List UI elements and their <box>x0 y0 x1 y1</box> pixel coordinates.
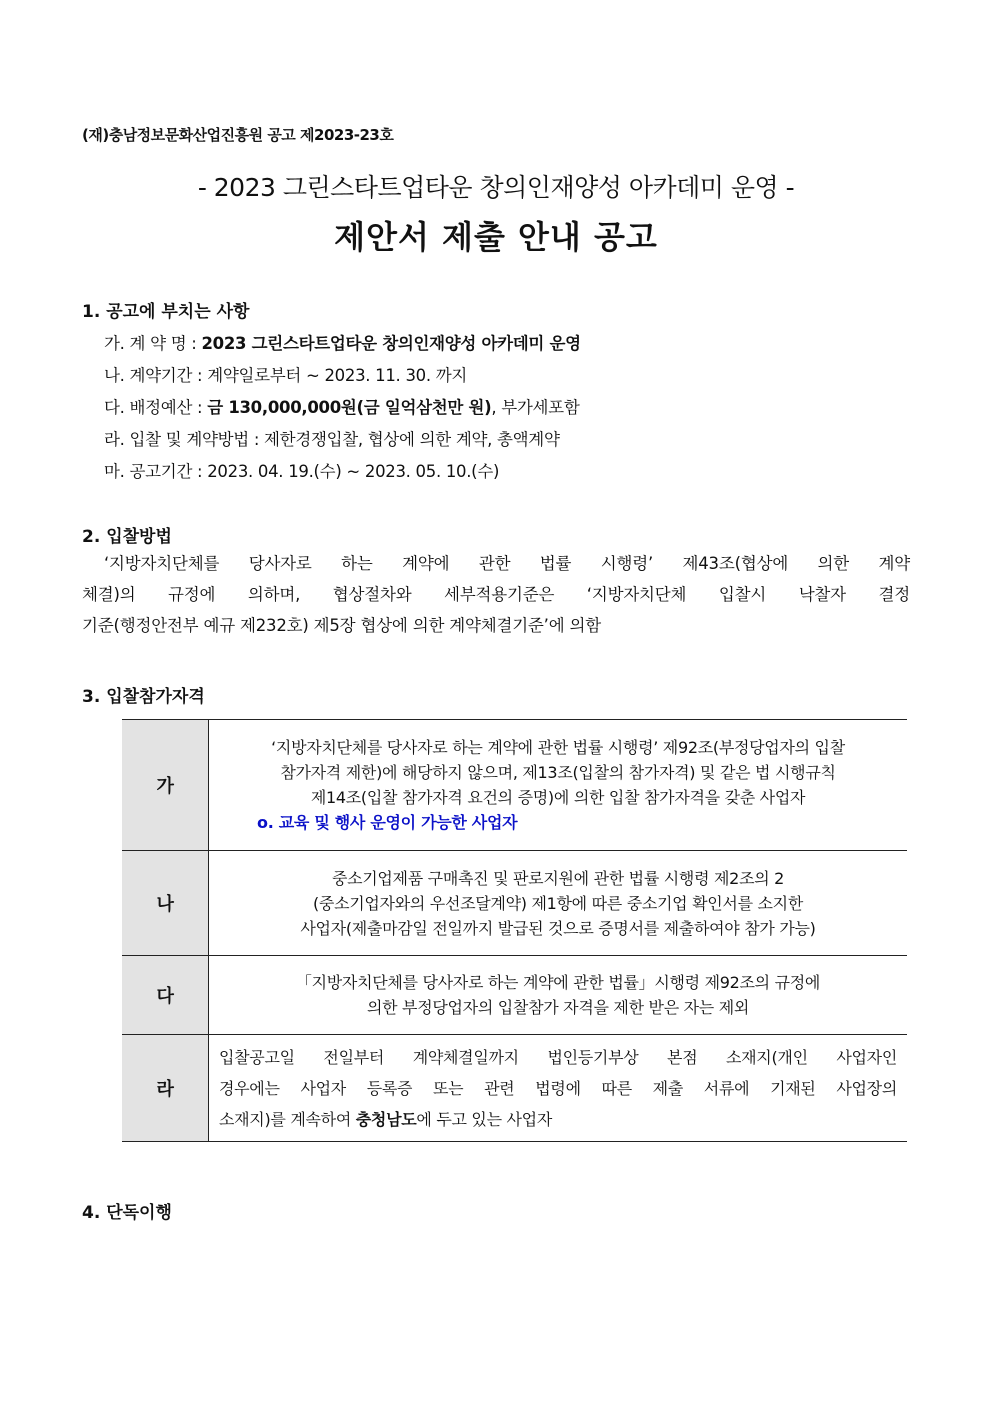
item-value: 금 130,000,000원(금 일억삼천만 원) <box>207 398 492 417</box>
row-line: 입찰공고일 전일부터 계약체결일까지 법인등기부상 본점 소재지(개인 사업자인 <box>219 1047 897 1067</box>
title-subtitle: - 2023 그린스타트업타운 창의인재양성 아카데미 운영 - <box>197 173 795 202</box>
row-line: 제14조(입찰 참가자격 요건의 증명)에 의한 입찰 참가자격을 갖춘 사업자 <box>310 788 806 807</box>
row-content <box>209 720 908 851</box>
item-tail: 계약일로부터 ~ 2023. 11. 30. 까지 <box>207 366 468 385</box>
paragraph-line: 체결)의 규정에 의하며, 협상절차와 세부적용기준은 ‘지방자치단체 입찰시 낙찰자 결정 <box>82 585 910 604</box>
table-row <box>122 720 907 851</box>
table-row <box>122 956 907 1035</box>
row-content <box>209 851 908 956</box>
item-tail: 2023. 04. 19.(수) ~ 2023. 05. 10.(수) <box>207 462 500 481</box>
table-row <box>122 1035 907 1142</box>
row-line: 중소기업제품 구매촉진 및 판로지원에 관한 법률 시행령 제2조의 2 <box>331 868 785 888</box>
row-label: 다 <box>122 956 209 1035</box>
notice-number: (재)충남정보문화산업진흥원 공고 제2023-23호 <box>82 126 394 144</box>
item-budget <box>104 394 579 418</box>
section-1-heading: 1. 공고에 부치는 사항 <box>82 302 250 322</box>
row-label: 가 <box>122 720 209 851</box>
row-text: 소재지)를 계속하여 <box>219 1109 356 1129</box>
row-line: 참가자격 제한)에 해당하지 않으며, 제13조(입찰의 참가자격) 및 같은 법 시행규칙 <box>280 763 836 782</box>
section-2-heading: 2. 입찰방법 <box>82 527 172 547</box>
row-line: 「지방자치단체를 당사자로 하는 계약에 관한 법률」시행령 제92조의 규정에 <box>295 973 821 992</box>
row-line: ‘지방자치단체를 당사자로 하는 계약에 관한 법률 시행령’ 제92조(부정당업자의 입찰 <box>271 738 845 757</box>
row-content <box>209 956 908 1035</box>
row-line: 의한 부정당업자의 입찰참가 자격을 제한 받은 자는 제외 <box>366 998 750 1017</box>
page-title: 제안서 제출 안내 공고 <box>334 218 658 256</box>
row-line: (중소기업자와의 우선조달계약) 제1항에 따른 중소기업 확인서를 소지한 <box>312 893 803 913</box>
row-label: 라 <box>122 1035 209 1142</box>
row-line: 경우에는 사업자 등록증 또는 관련 법령에 따른 제출 서류에 기재된 사업장의 <box>219 1078 897 1098</box>
item-tail: 제한경쟁입찰, 협상에 의한 계약, 총액계약 <box>264 430 560 449</box>
highlight-line: o. 교육 및 행사 운영이 가능한 사업자 <box>257 813 518 832</box>
row-label: 나 <box>122 851 209 956</box>
item-contract-name <box>104 330 581 354</box>
row-bold-text: 충청남도 <box>355 1109 417 1129</box>
item-tail: , 부가세포함 <box>491 398 580 417</box>
eligibility-table <box>122 719 907 1142</box>
bid-method-paragraph <box>82 548 910 641</box>
item-label: 다. 배정예산 : <box>104 398 208 417</box>
paragraph-line: 기준(행정안전부 예규 제232호) 제5장 협상에 의한 계약체결기준’에 의함 <box>82 616 601 635</box>
item-value: 2023 그린스타트업타운 창의인재양성 아카데미 운영 <box>201 334 581 353</box>
paragraph-line: ‘지방자치단체를 당사자로 하는 계약에 관한 법률 시행령’ 제43조(협상에 의한 계약 <box>104 554 910 573</box>
section-4-heading: 4. 단독이행 <box>82 1203 172 1223</box>
item-label: 나. 계약기간 : <box>104 366 208 385</box>
item-label: 가. 계 약 명 : <box>104 334 202 353</box>
item-label: 라. 입찰 및 계약방법 : <box>104 430 265 449</box>
table-row <box>122 851 907 956</box>
item-notice-period <box>104 458 499 482</box>
row-content <box>209 1035 908 1142</box>
item-bid-method <box>104 426 560 450</box>
section-3-heading: 3. 입찰참가자격 <box>82 687 205 707</box>
item-contract-period <box>104 362 467 386</box>
row-line <box>219 1104 897 1135</box>
row-line: 사업자(제출마감일 전일까지 발급된 것으로 증명서를 제출하여야 참가 가능) <box>300 918 816 938</box>
row-text: 에 두고 있는 사업자 <box>416 1109 552 1129</box>
item-label: 마. 공고기간 : <box>104 462 208 481</box>
